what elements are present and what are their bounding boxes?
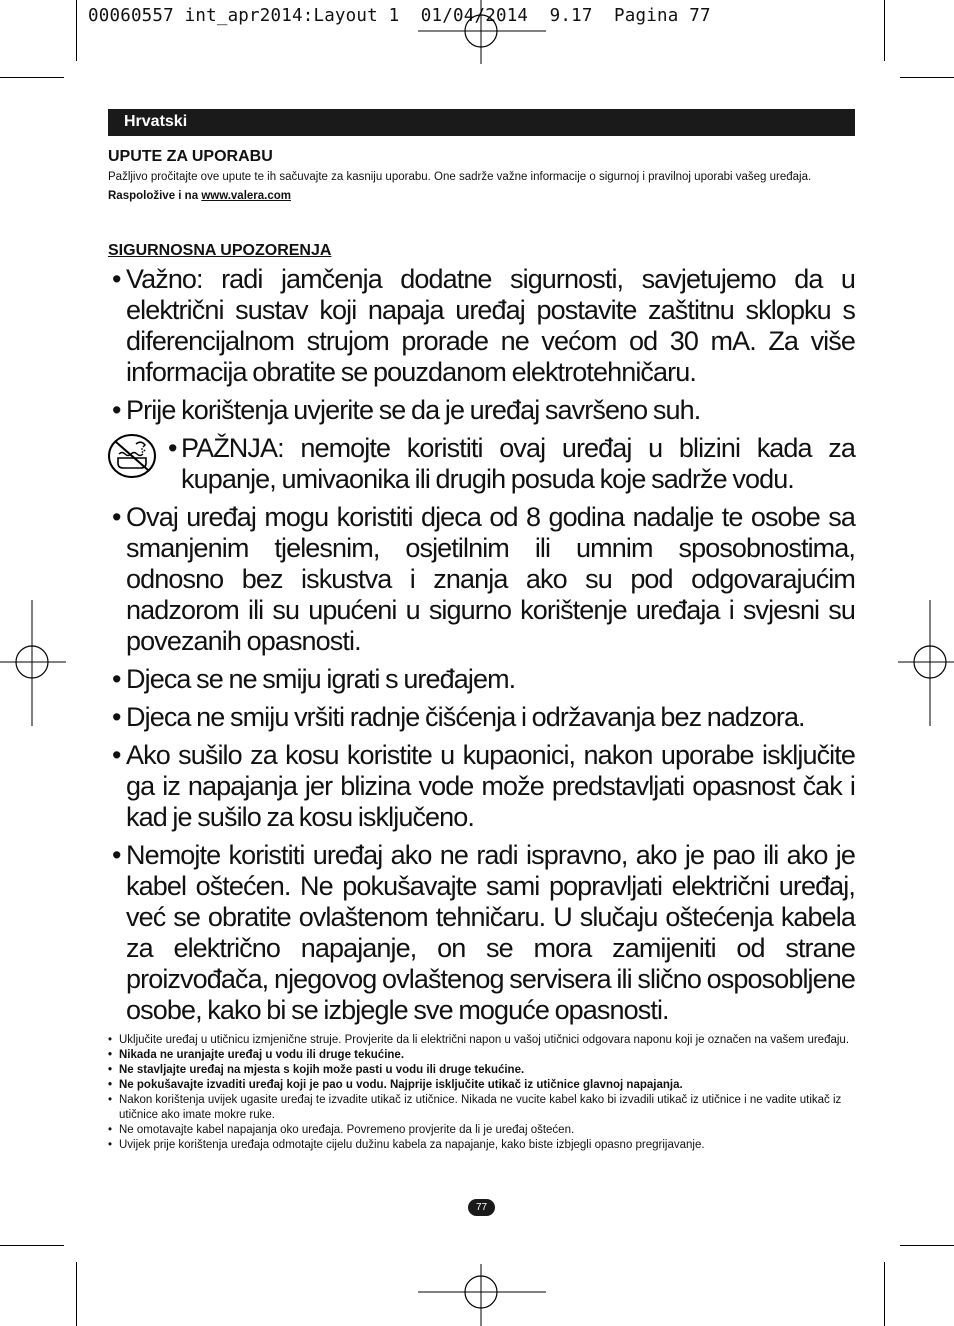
availability-label: Raspoložive i na <box>108 190 202 202</box>
bullet: • <box>108 1124 113 1136</box>
bullet: • <box>112 264 121 294</box>
language-label: Hrvatski <box>124 113 188 130</box>
bullet: • <box>108 1064 113 1076</box>
warning-item <box>108 840 855 1026</box>
bullet: • <box>112 702 121 732</box>
instruction-item <box>108 1093 855 1123</box>
warning-text: PAŽNJA: nemojte koristiti ovaj uređaj u blizini kada za kupanje, umivaonika ili drugih posuda koje sadrže vodu. <box>181 433 855 494</box>
instruction-item <box>108 1123 855 1138</box>
website-link[interactable]: www.valera.com <box>201 190 292 202</box>
instruction-text: Ne stavljajte uređaj na mjesta s kojih može pasti u vodu ili druge tekućine. <box>119 1064 525 1076</box>
bullet: • <box>108 1079 113 1091</box>
instruction-item <box>108 1048 855 1063</box>
print-slug: 00060557 int_apr2014:Layout 1 01/04/2014 9.17 Pagina 77 <box>88 6 711 26</box>
instruction-text: Nikada ne uranjajte uređaj u vodu ili druge tekućine. <box>119 1049 405 1061</box>
warning-text: Djeca se ne smiju igrati s uređajem. <box>126 664 516 694</box>
registration-mark-left <box>0 600 66 726</box>
instruction-text: Uvijek prije korištenja uređaja odmotajte cijelu dužinu kabela za napajanje, kako biste izbjegli opasno pregrijavanje. <box>119 1139 705 1151</box>
bullet: • <box>168 433 177 463</box>
language-bar <box>108 109 855 136</box>
bullet: • <box>112 840 121 870</box>
bullet: • <box>108 1049 113 1061</box>
registration-mark-top <box>418 0 546 64</box>
no-bathtub-icon <box>108 434 158 478</box>
instruction-item <box>108 1033 855 1048</box>
warning-item <box>108 502 855 657</box>
instruction-text: Ne pokušavajte izvaditi uređaj koji je pao u vodu. Najprije isključite utikač iz utičnice glavnoj napajanja. <box>119 1079 683 1091</box>
safety-heading: SIGURNOSNA UPOZORENJA <box>108 242 332 259</box>
warning-item <box>108 740 855 833</box>
instruction-item <box>108 1078 855 1093</box>
warning-item <box>108 264 855 388</box>
warning-item <box>108 395 855 426</box>
warning-text: Ako sušilo za kosu koristite u kupaonici, nakon uporabe isključite ga iz napajanja jer blizina vode može predstavljati opasnost čak i kad je sušilo za kosu isključeno. <box>126 740 855 832</box>
bullet: • <box>112 395 121 425</box>
warning-text: Djeca ne smiju vršiti radnje čišćenja i održavanja bez nadzora. <box>126 702 805 732</box>
instruction-text: Uključite uređaj u utičnicu izmjenične struje. Provjerite da li električni napon u vašoj utičnici odgovara naponu koji je označen na vašem uređaju. <box>119 1034 850 1046</box>
bullet: • <box>112 740 121 770</box>
bullet: • <box>112 502 121 532</box>
warning-item <box>108 702 855 733</box>
safety-warnings-list <box>108 264 855 1026</box>
instruction-text: Nakon korištenja uvijek ugasite uređaj te izvadite utikač iz utičnice. Nikada ne vucite kabel kako bi izvadili utikač iz utičnice i ne vadite utikač iz utičnice ako imate mokre ruke. <box>119 1094 842 1121</box>
bullet: • <box>108 1034 113 1046</box>
page-title: UPUTE ZA UPORABU <box>108 148 273 165</box>
page-content <box>108 148 855 1153</box>
registration-mark-right <box>898 600 954 726</box>
registration-mark-bottom <box>418 1264 546 1326</box>
instruction-item <box>108 1063 855 1078</box>
page-number: 77 <box>468 1199 495 1216</box>
warning-text: Ovaj uređaj mogu koristiti djeca od 8 godina nadalje te osobe sa smanjenim tjelesnim, osjetilnim ili umnim sposobnostima, odnosno bez iskustva i znanja ako su pod odgovarajućim nadzorom ili su upućeni u sigurno korištenje uređaja i svjesni su povezanih opasnosti. <box>126 502 855 656</box>
warning-text: Važno: radi jamčenja dodatne sigurnosti, savjetujemo da u električni sustav koji napaja uređaj postavite zaštitnu sklopku s diferencijalnom strujom prorade ne većom od 30 mA. Za više informacija obratite se pouzdanom elektrotehničaru. <box>126 264 855 387</box>
warning-text: Prije korištenja uvjerite se da je uređaj savršeno suh. <box>126 395 701 425</box>
bullet: • <box>112 664 121 694</box>
intro-text: Pažljivo pročitajte ove upute te ih sačuvajte za kasniju uporabu. One sadrže važne informacije o sigurnoj i pravilnoj uporabi vašeg uređaja. <box>108 171 812 183</box>
general-instructions-list <box>108 1033 855 1153</box>
instruction-text: Ne omotavajte kabel napajanja oko uređaja. Povremeno provjerite da li je uređaj oštećen. <box>119 1124 575 1136</box>
bullet: • <box>108 1094 113 1106</box>
availability-line <box>108 190 855 202</box>
bullet: • <box>108 1139 113 1151</box>
warning-text: Nemojte koristiti uređaj ako ne radi ispravno, ako je pao ili ako je kabel oštećen. Ne pokušavajte sami popravljati električni uređaj, već se obratite ovlaštenom tehničaru. U slučaju oštećenja kabela za električno napajanje, on se mora zamijeniti od strane proizvođača, njegovog ovlaštenog servisera ili slično osposobljene osobe, kako bi se izbjegle sve moguće opasnosti. <box>126 840 855 1025</box>
instruction-item <box>108 1138 855 1153</box>
warning-item <box>108 433 855 495</box>
warning-item <box>108 664 855 695</box>
